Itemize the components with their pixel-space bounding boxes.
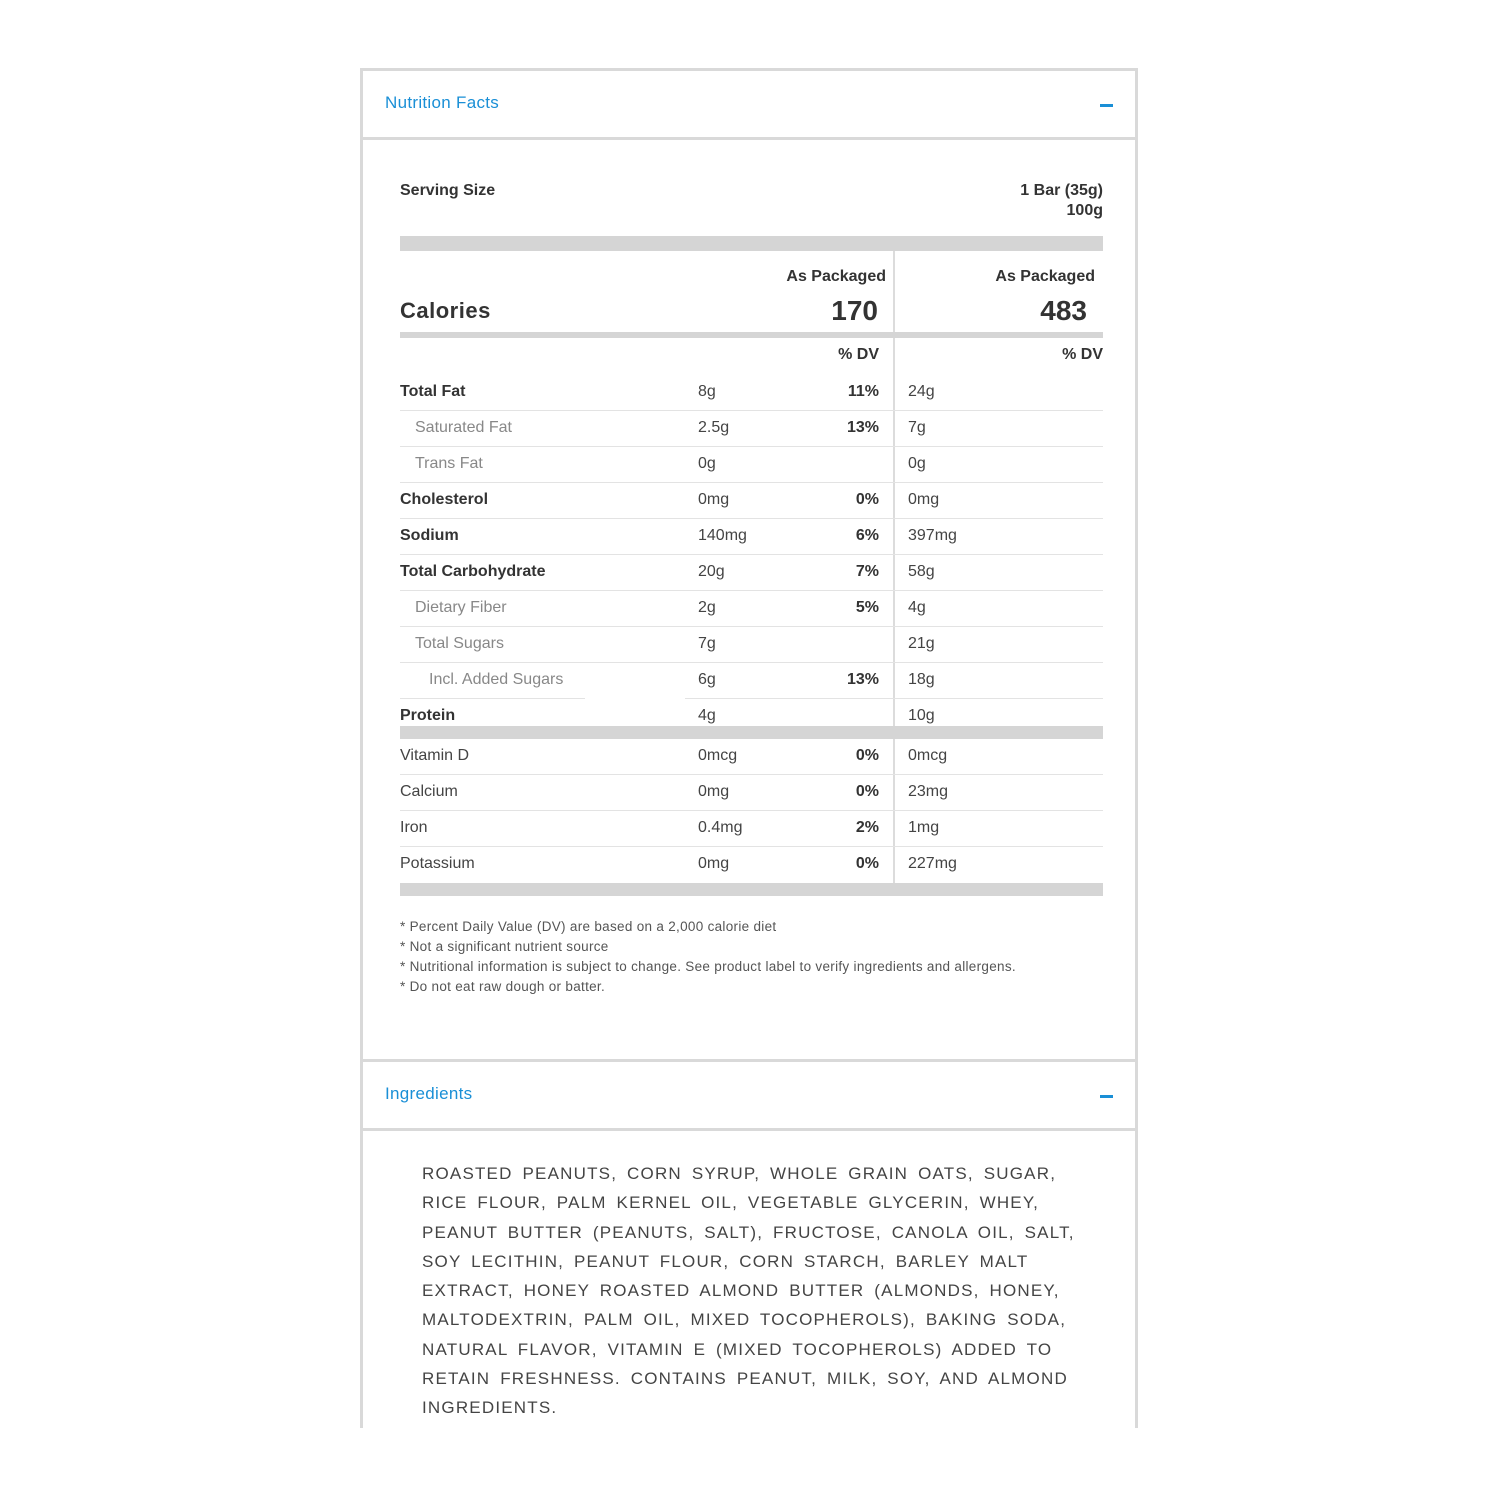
vitamin-amount-per-serving: 0mg: [698, 783, 730, 800]
product-info-panel: [360, 68, 1138, 1428]
vitamin-amount-per-100g: 0mcg: [908, 747, 948, 764]
nutrient-amount-per-serving: 2.5g: [698, 419, 730, 436]
nutrient-row: [400, 483, 1103, 519]
nutrient-row: [400, 555, 1103, 591]
vitamin-amount-per-100g: 1mg: [908, 819, 940, 836]
nutrient-name: Dietary Fiber: [415, 599, 507, 616]
nutrient-name: Total Carbohydrate: [400, 563, 546, 580]
footnote: * Nutritional information is subject to change. See product label to verify ingredients and allergens.: [400, 959, 1016, 974]
divider-bar: [400, 726, 1103, 739]
calories-value-1: 170: [831, 295, 878, 326]
nutrient-amount-per-100g: 7g: [908, 419, 926, 436]
ingredients-header[interactable]: [363, 1062, 1135, 1131]
nutrient-amount-per-serving: 4g: [698, 707, 716, 724]
ingredients-title: Ingredients: [385, 1084, 473, 1103]
vitamin-name: Vitamin D: [400, 747, 470, 764]
nutrient-row: [400, 375, 1103, 411]
footnotes: [400, 917, 1060, 997]
vitamin-row: [400, 775, 1103, 811]
vitamin-row: [400, 847, 1103, 883]
nutrient-amount-per-serving: 7g: [698, 635, 716, 652]
collapse-icon[interactable]: [1100, 104, 1113, 107]
nutrient-row: [400, 411, 1103, 447]
nutrient-amount-per-100g: 397mg: [908, 527, 957, 544]
divider-bar: [400, 883, 1103, 896]
col1-header: As Packaged: [786, 268, 886, 285]
nutrient-amount-per-100g: 58g: [908, 563, 935, 580]
dv-header-1: % DV: [838, 346, 879, 363]
nutrient-amount-per-100g: 4g: [908, 599, 926, 616]
nutrient-amount-per-serving: 2g: [698, 599, 716, 616]
divider-bar: [400, 332, 1103, 338]
serving-size-value-1: 1 Bar (35g): [1020, 182, 1103, 199]
calories-value-2: 483: [1040, 295, 1087, 326]
nutrient-row: [400, 519, 1103, 555]
vitamin-name: Iron: [400, 819, 428, 836]
nutrient-name: Incl. Added Sugars: [429, 671, 564, 688]
ingredients-text: ROASTED PEANUTS, CORN SYRUP, WHOLE GRAIN OATS, SUGAR, RICE FLOUR, PALM KERNEL OIL, VEGETABLE GLYCERIN, WHEY, PEANUT BUTTER (PEANUTS, SALT), FRUCTOSE, CANOLA OIL, SALT, SOY LECITHIN, PEANUT FLOUR, CORN STARCH, BARLEY MALT EXTRACT, HONEY ROASTED ALMOND BUTTER (ALMONDS, HONEY, MALTODEXTRIN, PALM OIL, MIXED TOCOPHEROLS), BAKING SODA, NATURAL FLAVOR, VITAMIN E (MIXED TOCOPHEROLS) ADDED TO RETAIN FRESHNESS. CONTAINS PEANUT, MILK, SOY, AND ALMOND INGREDIENTS.: [422, 1164, 1075, 1418]
nutrient-amount-per-100g: 18g: [908, 671, 935, 688]
nutrient-dv-percent: 6%: [855, 527, 879, 544]
vitamin-amount-per-serving: 0.4mg: [698, 819, 743, 836]
nutrition-facts-header[interactable]: [363, 71, 1135, 140]
nutrient-amount-per-serving: 20g: [698, 563, 725, 580]
nutrient-amount-per-100g: 21g: [908, 635, 935, 652]
serving-size-label: Serving Size: [400, 182, 496, 199]
nutrient-amount-per-100g: 0mg: [908, 491, 940, 508]
nutrient-name: Total Fat: [400, 383, 466, 400]
nutrient-dv-percent: 11%: [847, 383, 879, 400]
vitamin-amount-per-serving: 0mg: [698, 855, 730, 872]
vitamin-dv-percent: 0%: [855, 747, 879, 764]
vitamin-dv-percent: 0%: [855, 783, 879, 800]
nutrient-dv-percent: 13%: [846, 671, 879, 688]
nutrient-name: Saturated Fat: [415, 419, 512, 436]
dv-header-2: % DV: [1062, 346, 1103, 363]
nutrient-dv-percent: 5%: [855, 599, 879, 616]
nutrient-row: [400, 447, 1103, 483]
nutrient-name: Protein: [400, 707, 456, 724]
nutrient-row: [400, 663, 1103, 699]
vitamin-dv-percent: 2%: [855, 819, 879, 836]
nutrient-name: Sodium: [400, 527, 459, 544]
vitamin-amount-per-serving: 0mcg: [698, 747, 738, 764]
nutrient-amount-per-serving: 0g: [698, 455, 716, 472]
footnote: * Do not eat raw dough or batter.: [400, 979, 606, 994]
vitamin-dv-percent: 0%: [855, 855, 879, 872]
nutrient-dv-percent: 7%: [855, 563, 879, 580]
footnote: * Percent Daily Value (DV) are based on a 2,000 calorie diet: [400, 919, 777, 934]
nutrient-name: Trans Fat: [415, 455, 483, 472]
vitamin-name: Potassium: [400, 855, 475, 872]
nutrient-amount-per-100g: 24g: [908, 383, 935, 400]
nutrient-row: [400, 591, 1103, 627]
nutrient-amount-per-100g: 10g: [908, 707, 935, 724]
collapse-icon[interactable]: [1100, 1095, 1113, 1098]
vitamin-name: Calcium: [400, 783, 458, 800]
nutrient-amount-per-serving: 6g: [698, 671, 716, 688]
vitamin-amount-per-100g: 227mg: [908, 855, 957, 872]
nutrition-facts-title: Nutrition Facts: [385, 93, 500, 112]
vitamin-row: [400, 739, 1103, 775]
divider-bar: [400, 236, 1103, 251]
nutrient-amount-per-100g: 0g: [908, 455, 926, 472]
footnote: * Not a significant nutrient source: [400, 939, 609, 954]
nutrient-dv-percent: 0%: [855, 491, 879, 508]
nutrient-name: Total Sugars: [415, 635, 504, 652]
calories-label: Calories: [400, 298, 491, 323]
nutrient-amount-per-serving: 8g: [698, 383, 716, 400]
nutrient-amount-per-serving: 140mg: [698, 527, 747, 544]
serving-size-value-2: 100g: [1066, 202, 1103, 219]
nutrient-dv-percent: 13%: [846, 419, 879, 436]
vitamin-row: [400, 811, 1103, 847]
column-divider: [893, 251, 895, 332]
nutrient-name: Cholesterol: [400, 491, 489, 508]
nutrient-amount-per-serving: 0mg: [698, 491, 730, 508]
vitamin-amount-per-100g: 23mg: [908, 783, 949, 800]
nutrient-row: [400, 627, 1103, 663]
col2-header: As Packaged: [995, 268, 1095, 285]
